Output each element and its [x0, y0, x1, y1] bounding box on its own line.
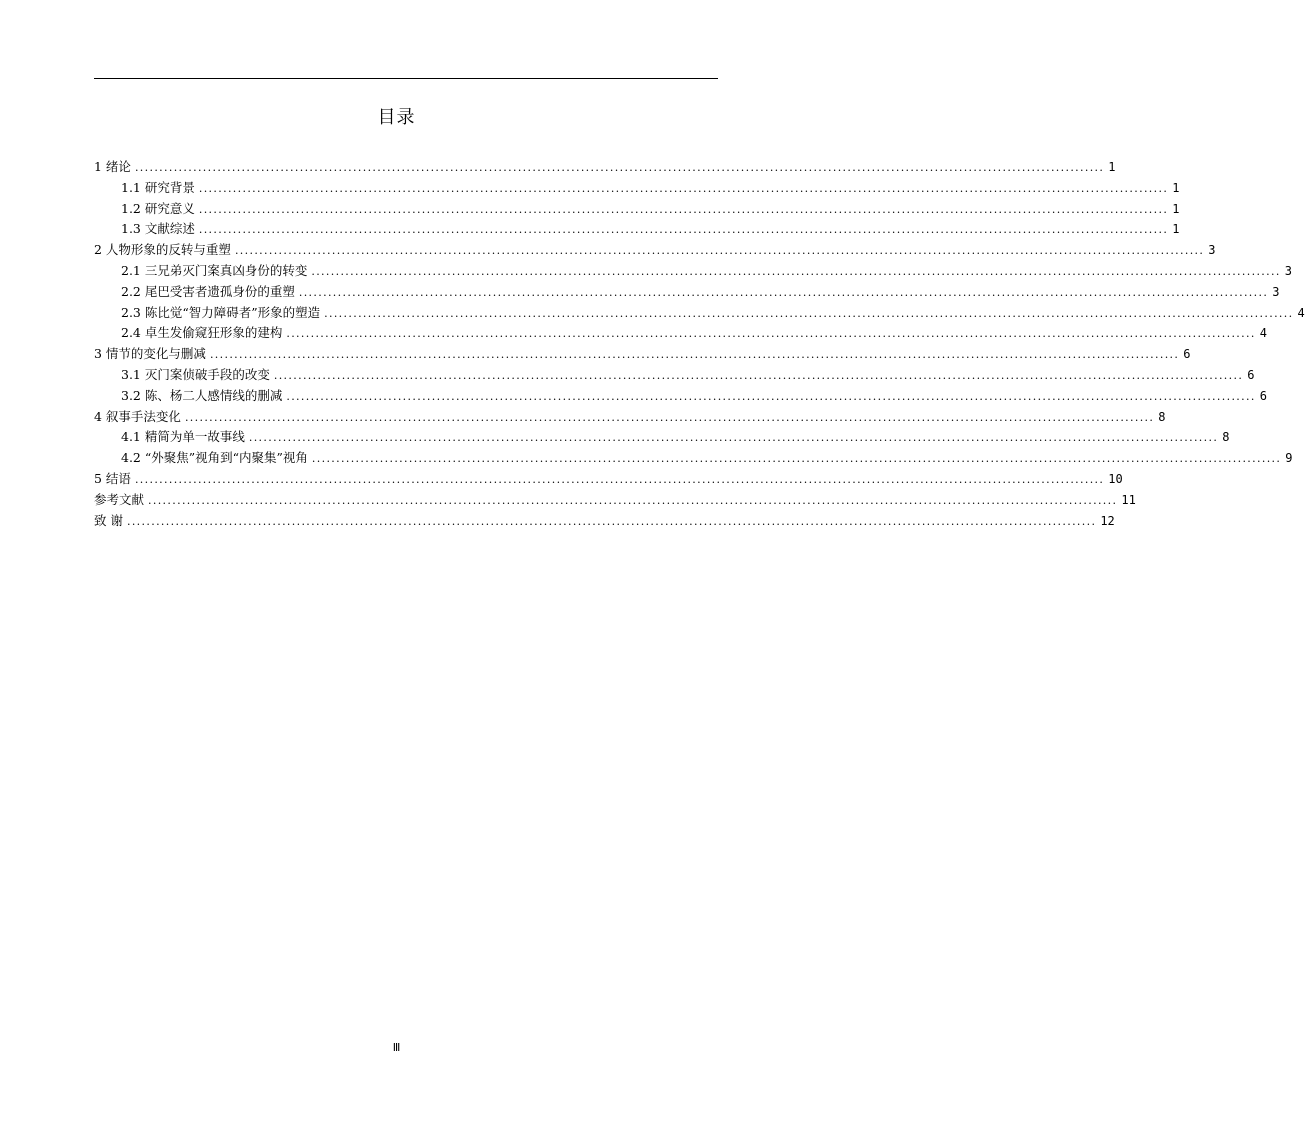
dot-leader: ........................................................................................................................................................................................................: [126, 514, 1097, 528]
page-title: 目录: [377, 107, 416, 128]
dot-leader: ........................................................................................................................................................................................................: [134, 472, 1105, 486]
toc-entry-page: 10: [1108, 471, 1123, 486]
dot-leader: ........................................................................................................................................................................................................: [234, 244, 1205, 258]
dot-leader: ........................................................................................................................................................................................................: [286, 389, 1256, 403]
dot-leader: ........................................................................................................................................................................................................: [311, 452, 1282, 466]
dot-leader: ........................................................................................................................................................................................................: [324, 306, 1294, 320]
toc-entry[interactable]: [94, 365, 1255, 386]
toc-entry-page: 1: [1172, 222, 1180, 237]
toc-entry-page: 3: [1208, 243, 1216, 258]
toc-entry-page: 8: [1158, 409, 1166, 424]
toc-entry-title: 2.3 陈比觉“智力障碍者”形象的塑造: [121, 304, 321, 320]
toc-entry-title: 1 绪论: [94, 159, 131, 174]
toc-entry[interactable]: [94, 386, 1267, 407]
toc-entry[interactable]: [94, 157, 1116, 178]
toc-entry-title: 1.1 研究背景: [121, 179, 195, 195]
toc-entry-title: 3.1 灭门案侦破手段的改变: [121, 366, 270, 382]
dot-leader: ........................................................................................................................................................................................................: [311, 264, 1281, 278]
toc-entry-title: 4 叙事手法变化: [94, 408, 181, 424]
dot-leader: ........................................................................................................................................................................................................: [148, 493, 1118, 507]
toc-entry-title: 致 谢: [94, 512, 123, 528]
toc-entry[interactable]: [94, 448, 1293, 469]
toc-entry[interactable]: [94, 199, 1180, 220]
toc-entry-title: 5 结语: [94, 470, 131, 486]
dot-leader: ........................................................................................................................................................................................................: [209, 348, 1180, 362]
toc-entry-page: 1: [1172, 201, 1180, 216]
toc-entry-page: 11: [1121, 492, 1136, 507]
toc-entry-page: 8: [1222, 430, 1230, 445]
toc-entry-title: 2.1 三兄弟灭门案真凶身份的转变: [121, 262, 308, 278]
toc-entry-page: 3: [1284, 263, 1292, 278]
toc-entry-page: 12: [1100, 513, 1115, 528]
dot-leader: ........................................................................................................................................................................................................: [134, 161, 1105, 174]
toc-entry[interactable]: [94, 469, 1123, 490]
toc-entry[interactable]: [94, 303, 1305, 324]
toc-entry[interactable]: [94, 240, 1216, 261]
toc-entry[interactable]: [94, 261, 1292, 282]
toc-entry-page: 9: [1285, 451, 1293, 466]
toc-entry[interactable]: [94, 323, 1267, 344]
table-of-contents: [94, 157, 1305, 531]
header-rule: [94, 78, 718, 79]
toc-entry[interactable]: [94, 427, 1230, 448]
toc-entry[interactable]: [94, 511, 1115, 532]
toc-entry-page: 1: [1172, 180, 1180, 195]
toc-entry-title: 4.1 精简为单一故事线: [121, 429, 245, 445]
dot-leader: ........................................................................................................................................................................................................: [184, 410, 1155, 424]
dot-leader: ........................................................................................................................................................................................................: [248, 431, 1219, 445]
toc-entry-title: 1.3 文献综述: [121, 221, 195, 237]
toc-entry-title: 参考文献: [94, 491, 145, 507]
toc-entry-title: 4.2 “外聚焦”视角到“内聚集”视角: [121, 450, 308, 466]
toc-entry-title: 1.2 研究意义: [121, 200, 195, 216]
toc-entry-title: 2.2 尾巴受害者遗孤身份的重塑: [121, 283, 295, 299]
toc-entry-page: 3: [1272, 284, 1280, 299]
dot-leader: ........................................................................................................................................................................................................: [298, 285, 1269, 299]
dot-leader: ........................................................................................................................................................................................................: [286, 327, 1256, 341]
toc-entry-title: 2.4 卓生发偷窥狂形象的建构: [121, 325, 283, 341]
dot-leader: ........................................................................................................................................................................................................: [198, 223, 1169, 237]
toc-entry-page: 1: [1108, 160, 1116, 174]
toc-entry[interactable]: [94, 344, 1191, 365]
toc-entry-page: 6: [1247, 367, 1255, 382]
dot-leader: ........................................................................................................................................................................................................: [198, 181, 1169, 195]
dot-leader: ........................................................................................................................................................................................................: [198, 202, 1169, 216]
toc-entry-title: 3 情节的变化与删减: [94, 346, 206, 362]
toc-entry-page: 6: [1259, 388, 1267, 403]
toc-entry-page: 6: [1183, 347, 1191, 362]
toc-entry[interactable]: [94, 178, 1180, 199]
toc-entry[interactable]: [94, 219, 1180, 240]
toc-entry-title: 3.2 陈、杨二人感情线的删减: [121, 387, 283, 403]
toc-entry-title: 2 人物形象的反转与重塑: [94, 242, 231, 258]
dot-leader: ........................................................................................................................................................................................................: [273, 368, 1244, 382]
toc-entry[interactable]: [94, 490, 1136, 511]
toc-entry[interactable]: [94, 282, 1280, 303]
toc-entry-page: 4: [1259, 326, 1267, 341]
toc-entry-page: 4: [1297, 305, 1305, 320]
toc-entry[interactable]: [94, 407, 1166, 428]
page-number-footer: Ⅲ: [392, 1041, 401, 1054]
